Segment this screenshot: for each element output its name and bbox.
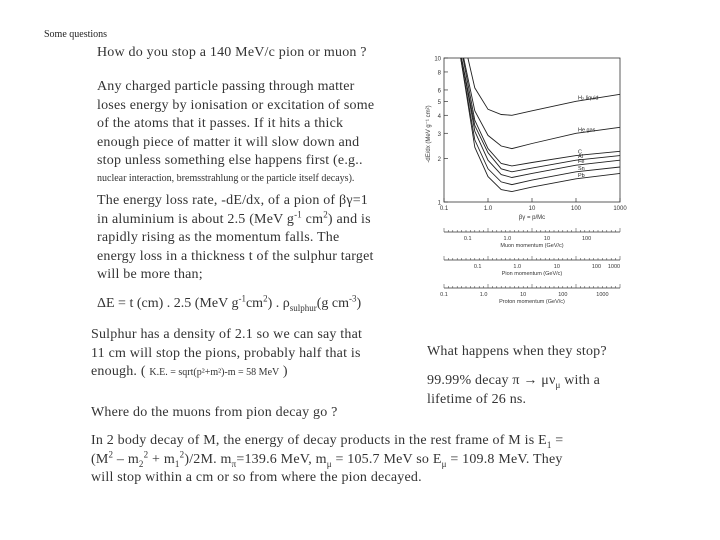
beta-gamma: βγ=1 — [339, 193, 369, 208]
momentum-tick-label: 0.1 — [440, 292, 448, 298]
text-span: – m — [113, 451, 139, 467]
y-tick-label: 2 — [437, 157, 441, 164]
momentum-tick-label: 1.0 — [479, 292, 488, 298]
formula-part: ) . ρ — [267, 296, 290, 311]
text-span: = 109.8 MeV. They — [446, 451, 563, 467]
x-tick-label: 100 — [570, 206, 582, 212]
momentum-tick-label: 1.0 — [513, 264, 522, 270]
superscript: 2 — [179, 448, 185, 459]
text-span: with a — [560, 373, 601, 388]
text-line: will stop within a cm or so from where the pion decayed. — [91, 470, 422, 485]
momentum-tick-label: 0.1 — [473, 264, 482, 270]
paragraph-two-body-decay — [91, 432, 651, 488]
y-tick-label: 8 — [437, 70, 441, 77]
text-span: In 2 body decay of M, the energy of decay products in the rest frame of M is E — [91, 433, 547, 448]
x-tick-label: 10 — [528, 206, 536, 212]
series-line — [464, 58, 620, 149]
text-line — [97, 208, 417, 230]
momentum-tick-label: 1.0 — [503, 236, 512, 242]
text-line — [97, 192, 417, 211]
energy-loss-formula — [97, 293, 427, 313]
question-when-stop: What happens when they stop? — [427, 344, 607, 359]
series-line — [462, 58, 621, 178]
series-line — [461, 58, 620, 185]
energy-loss-chart — [420, 54, 630, 306]
text-span: ) and is — [327, 211, 371, 227]
text-line — [427, 372, 657, 391]
text-span: The energy loss rate, -dE/dx, of a pion of — [97, 193, 339, 208]
superscript: 2 — [323, 208, 328, 219]
text-line — [91, 432, 651, 451]
paragraph-ionisation — [97, 78, 417, 187]
text-line: of the atoms that it passes. If it hits a thick — [97, 116, 344, 131]
text-line: 11 cm will stop the pions, probably half that is — [91, 345, 361, 361]
momentum-axis-label: Proton momentum (GeV/c) — [499, 299, 565, 305]
x-axis-label: βγ = p/Mc — [518, 215, 546, 221]
superscript: -1 — [294, 208, 302, 219]
subscript: 1 — [546, 439, 552, 450]
y-tick-label: 5 — [437, 99, 441, 106]
answer-decay — [427, 372, 657, 409]
text-span: cm — [301, 211, 324, 227]
formula-part: (g cm — [316, 296, 349, 311]
momentum-tick-label: 100 — [558, 292, 568, 298]
superscript: 2 — [263, 293, 268, 304]
superscript: -3 — [348, 293, 357, 304]
momentum-tick-label: 100 — [591, 264, 602, 270]
momentum-tick-label: 10 — [520, 292, 527, 298]
text-line: loses energy by ionisation or excitation of some — [97, 97, 375, 113]
y-tick-label: 10 — [434, 56, 441, 63]
series-label: He gas — [578, 127, 596, 134]
text-line: enough piece of matter it will slow down and — [97, 134, 360, 150]
slide-header: Some questions — [44, 29, 108, 40]
kinetic-energy-note: K.E. = sqrt(p²+m²)-m = 58 MeV — [149, 367, 280, 378]
text-span: ) — [279, 364, 288, 379]
y-axis-label: -dE/dx (MeV g⁻¹ cm²) — [426, 105, 432, 163]
question-stop-pion: How do you stop a 140 MeV/c pion or muon ? — [97, 45, 367, 60]
y-tick-label: 1 — [437, 200, 441, 207]
subscript: μ — [555, 379, 561, 390]
text-span: enough. ( — [91, 364, 150, 379]
momentum-tick-label: 0.1 — [463, 236, 472, 242]
formula-part: ΔE = t (cm) . 2.5 (MeV g — [97, 296, 239, 311]
question-muon-destination: Where do the muons from pion decay go ? — [91, 405, 338, 420]
series-label: Sn — [578, 165, 585, 172]
series-label: Pb — [578, 172, 585, 179]
text-line-small: nuclear interaction, bremsstrahlung or the particle itself decays). — [97, 172, 355, 184]
series-label: H₂ liquid — [578, 95, 599, 102]
series-label: C — [578, 149, 582, 156]
subscript: 2 — [138, 458, 144, 469]
text-span: (M — [91, 451, 109, 467]
momentum-tick-label: 100 — [581, 236, 592, 242]
formula-part: ) — [356, 296, 362, 311]
text-span: in aluminium is about 2.5 (MeV g — [97, 211, 295, 227]
superscript: 2 — [143, 448, 149, 459]
text-line — [91, 448, 651, 470]
text-span: =139.6 MeV, m — [236, 451, 327, 467]
momentum-tick-label: 10 — [553, 264, 560, 270]
x-tick-label: 0.1 — [439, 206, 449, 212]
text-span: = 105.7 MeV so E — [331, 451, 442, 467]
y-tick-label: 4 — [437, 113, 441, 120]
series-label: Fe — [578, 159, 585, 166]
y-tick-label: 3 — [437, 131, 441, 138]
series-label: Al — [578, 154, 583, 161]
momentum-axis-label: Pion momentum (GeV/c) — [501, 271, 563, 277]
superscript: 2 — [108, 448, 114, 459]
text-line: Sulphur has a density of 2.1 so we can say that — [91, 327, 363, 342]
subscript: μ — [326, 458, 332, 469]
formula-part: cm — [245, 296, 264, 311]
text-line: lifetime of 26 ns. — [427, 391, 527, 407]
text-span: + m — [148, 451, 175, 467]
series-line — [468, 58, 620, 115]
momentum-axis-label: Muon momentum (GeV/c) — [500, 243, 564, 249]
y-tick-label: 6 — [437, 88, 441, 95]
paragraph-sulphur-density — [91, 326, 411, 383]
x-tick-label: 1000 — [613, 206, 627, 212]
text-span: )/2M. m — [184, 451, 232, 467]
decay-text: 99.99% decay π → μν — [427, 373, 556, 388]
paragraph-energy-loss-rate — [97, 192, 417, 285]
x-tick-label: 1.0 — [483, 206, 493, 212]
text-line: energy loss in a thickness t of the sulphur target — [97, 248, 374, 264]
subscript: sulphur — [289, 302, 317, 313]
subscript: μ — [441, 458, 447, 469]
text-span: = — [551, 433, 564, 448]
text-line: Any charged particle passing through matter — [97, 79, 355, 94]
superscript: -1 — [238, 293, 246, 304]
momentum-tick-label: 1000 — [607, 264, 621, 270]
momentum-tick-label: 10 — [543, 236, 551, 242]
text-line: rapidly rising as the momentum falls. The — [97, 230, 340, 245]
subscript: π — [231, 458, 237, 469]
text-line — [91, 363, 411, 383]
text-line: stop unless something else happens first (e.g.. — [97, 153, 363, 168]
momentum-tick-label: 1000 — [596, 292, 609, 298]
subscript: 1 — [174, 458, 180, 469]
text-line: will be more than; — [97, 267, 203, 282]
